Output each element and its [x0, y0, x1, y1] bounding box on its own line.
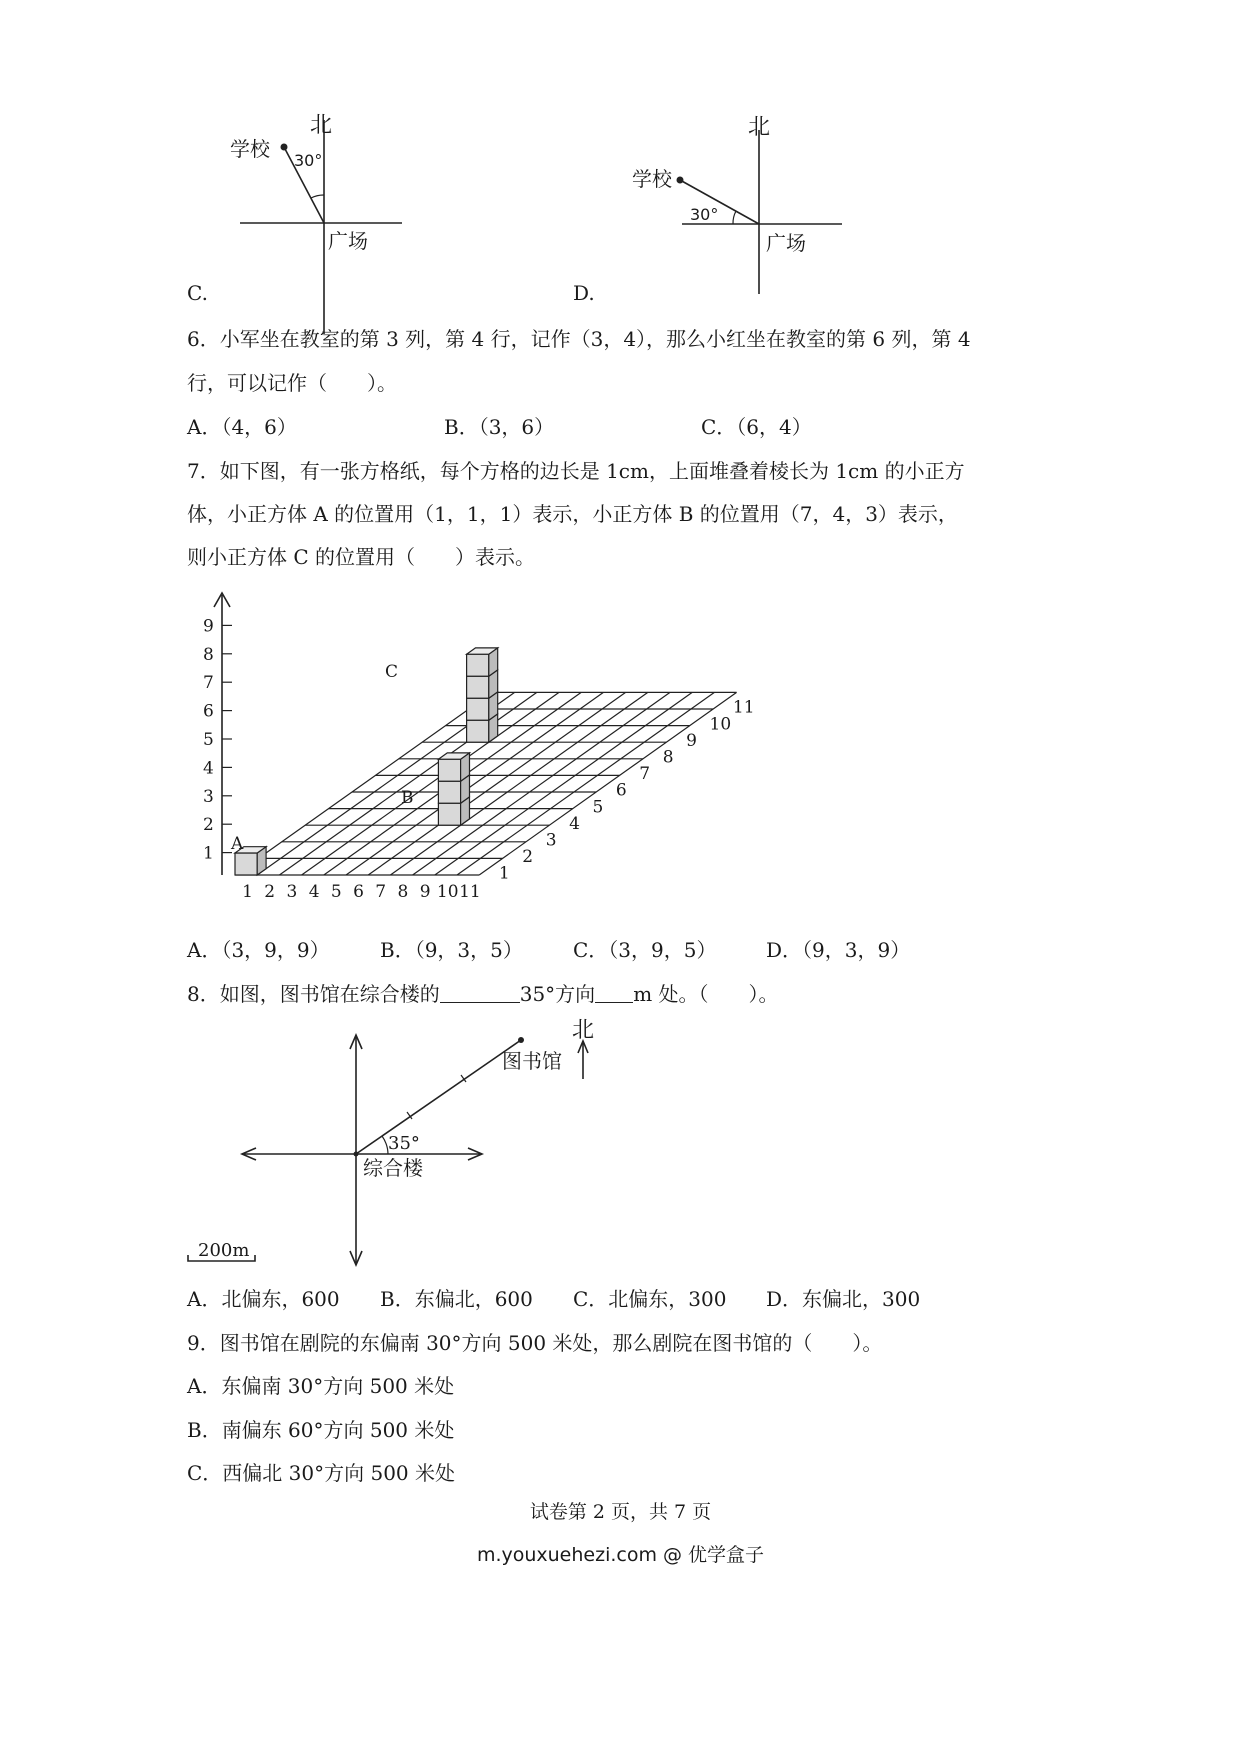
- front-tick-label: 2: [264, 882, 276, 902]
- library-direction-line: [356, 1040, 521, 1154]
- q7-option-b[interactable]: B．（9，3，5）: [380, 938, 523, 962]
- depth-tick-label: 11: [732, 697, 755, 718]
- building-label: 综合楼: [363, 1156, 423, 1180]
- north-label: 北: [310, 113, 333, 138]
- cube-front-face: [467, 676, 489, 698]
- q7-option-c[interactable]: C．（3，9，5）: [573, 938, 717, 962]
- angle-arc: [311, 195, 324, 198]
- cube-c-label: C: [385, 662, 399, 682]
- vertical-axis-ticks: [203, 616, 232, 863]
- cube-b-label: B: [401, 788, 414, 808]
- school-point: [281, 144, 288, 151]
- q6-question-line1: 6．小军坐在教室的第 3 列，第 4 行，记作（3，4），那么小红坐在教室的第 6 列，第 4: [187, 327, 971, 351]
- front-tick-label: 4: [308, 882, 320, 902]
- q8-text-mid: 35°方向: [519, 982, 596, 1006]
- q5-option-c-diagram: [200, 110, 460, 340]
- school-label: 学校: [230, 137, 270, 161]
- cube-front-face: [467, 698, 489, 720]
- q8-option-d[interactable]: D．东偏北，300: [766, 1287, 921, 1311]
- q7-question-line3: 则小正方体 C 的位置用（ ）表示。: [187, 545, 536, 569]
- vertical-tick-label: 2: [203, 815, 214, 836]
- q5-option-d-diagram: [620, 110, 880, 340]
- front-axis-labels: [242, 882, 481, 902]
- depth-tick-label: 10: [709, 714, 732, 735]
- depth-tick-label: 6: [615, 780, 627, 801]
- front-tick-label: 3: [286, 882, 298, 902]
- cube-stack-c: [467, 648, 498, 742]
- north-label: 北: [572, 1018, 595, 1043]
- depth-tick-label: 5: [592, 797, 604, 818]
- vertical-tick-label: 6: [203, 701, 214, 722]
- vertical-tick-label: 7: [203, 673, 214, 694]
- cube-front-face: [438, 759, 460, 781]
- vertical-tick-label: 5: [203, 730, 214, 750]
- depth-tick-label: 3: [545, 830, 557, 851]
- building-point: [354, 1152, 359, 1157]
- q8-option-b[interactable]: B．东偏北，600: [380, 1287, 533, 1311]
- cube-front-face: [467, 654, 489, 676]
- cube-front-face: [438, 781, 460, 803]
- q6-option-b[interactable]: B．（3，6）: [444, 415, 555, 439]
- angle-label: 30°: [690, 205, 719, 224]
- depth-tick-label: 4: [569, 813, 580, 834]
- q9-option-b[interactable]: B．南偏东 60°方向 500 米处: [187, 1418, 455, 1442]
- q5-option-d-label[interactable]: D.: [573, 281, 595, 305]
- angle-label: 35°: [388, 1133, 420, 1154]
- q8-text-suffix: m 处。（ ）。: [633, 982, 779, 1006]
- scale-label: 200m: [198, 1240, 250, 1261]
- cube-a-label: A: [231, 834, 244, 854]
- q6-option-a[interactable]: A．（4，6）: [187, 415, 297, 439]
- front-tick-label: 8: [397, 882, 409, 902]
- vertical-tick-label: 8: [203, 644, 214, 665]
- q7-question-line2: 体，小正方体 A 的位置用（1，1，1）表示，小正方体 B 的位置用（7，4，3）表示，: [187, 502, 958, 526]
- cube-stacks: [235, 648, 498, 875]
- angle-arc: [733, 211, 736, 224]
- school-point: [677, 177, 684, 184]
- school-label: 学校: [632, 167, 672, 191]
- depth-tick-label: 1: [498, 863, 510, 884]
- depth-tick-label: 7: [639, 764, 651, 785]
- depth-tick-label: 8: [662, 747, 674, 768]
- q6-option-c[interactable]: C．（6，4）: [701, 415, 812, 439]
- cube-front-face: [438, 803, 460, 825]
- q8-question: [187, 980, 779, 1008]
- q8-option-a[interactable]: A．北偏东，600: [187, 1287, 340, 1311]
- q7-cube-grid-diagram: [195, 585, 755, 915]
- q7-option-a[interactable]: A．（3，9，9）: [187, 938, 330, 962]
- library-label: 图书馆: [502, 1049, 562, 1073]
- vertical-tick-label: 3: [203, 786, 214, 807]
- q6-question-line2: 行，可以记作（ ）。: [187, 371, 397, 395]
- front-tick-label: 6: [353, 882, 364, 902]
- q8-distance-blank: [595, 982, 633, 1003]
- q7-option-d[interactable]: D．（9，3，9）: [766, 938, 911, 962]
- front-tick-label: 11: [459, 882, 481, 902]
- q7-question-line1: 7．如下图，有一张方格纸，每个方格的边长是 1cm，上面堆叠着棱长为 1cm 的小正方: [187, 459, 965, 483]
- grid-line: [479, 692, 736, 875]
- cube-stack-b: [438, 753, 469, 825]
- cube-front-face: [467, 720, 489, 742]
- vertical-tick-label: 1: [203, 843, 214, 864]
- depth-tick-label: 2: [522, 847, 534, 868]
- q8-direction-diagram: [180, 1015, 620, 1275]
- front-tick-label: 9: [419, 882, 431, 902]
- front-tick-label: 5: [330, 882, 342, 902]
- plaza-label: 广场: [766, 231, 806, 255]
- front-tick-label: 7: [375, 882, 387, 902]
- q9-question: 9．图书馆在剧院的东偏南 30°方向 500 米处，那么剧院在图书馆的（ ）。: [187, 1331, 883, 1355]
- q5-option-c-label[interactable]: C.: [187, 281, 208, 305]
- page-footer: 试卷第 2 页，共 7 页: [529, 1501, 712, 1523]
- q8-option-c[interactable]: C．北偏东，300: [573, 1287, 727, 1311]
- library-point: [518, 1037, 524, 1043]
- north-label: 北: [748, 115, 771, 140]
- q8-direction-blank: [440, 982, 520, 1003]
- plaza-label: 广场: [328, 229, 368, 253]
- q9-option-c[interactable]: C．西偏北 30°方向 500 米处: [187, 1461, 455, 1485]
- vertical-tick-label: 4: [203, 758, 214, 779]
- front-tick-label: 1: [242, 882, 253, 902]
- front-tick-label: 10: [436, 882, 459, 902]
- cube-front-face: [235, 853, 257, 875]
- depth-tick-label: 9: [686, 730, 697, 751]
- grid-line: [302, 692, 559, 875]
- q9-option-a[interactable]: A．东偏南 30°方向 500 米处: [187, 1374, 455, 1398]
- vertical-tick-label: 9: [203, 616, 214, 637]
- angle-label: 30°: [294, 151, 323, 170]
- source-credit: m.youxuehezi.com @ 优学盒子: [476, 1544, 765, 1566]
- grid-line: [390, 692, 647, 875]
- q8-text-prefix: 8．如图，图书馆在综合楼的: [187, 982, 440, 1006]
